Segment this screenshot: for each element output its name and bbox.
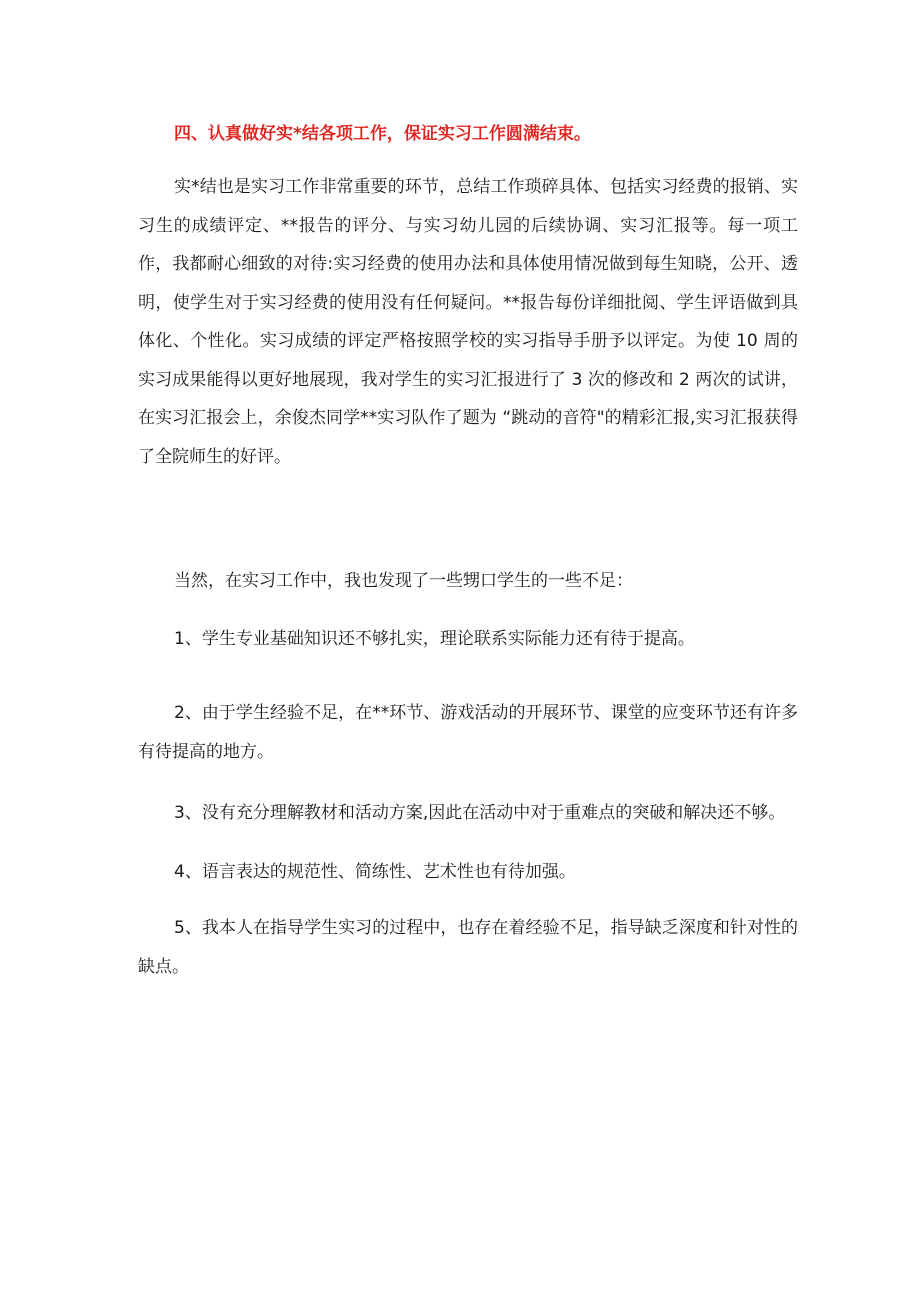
- shortcoming-item-2: 2、由于学生经验不足，在**环节、游戏活动的开展环节、课堂的应变环节还有许多有待提高的地方。: [138, 703, 798, 762]
- shortcoming-item-5: 5、我本人在指导学生实习的过程中，也存在着经验不足，指导缺乏深度和针对性的缺点。: [138, 918, 798, 977]
- shortcoming-item-3: 3、没有充分理解教材和活动方案,因此在活动中对于重难点的突破和解决还不够。: [174, 803, 786, 823]
- summary-paragraph: 实*结也是实习工作非常重要的环节，总结工作琐碎具体、包括实习经费的报销、实习生的成绩评定、**报告的评分、与实习幼儿园的后续协调、实习汇报等。每一项工作，我都耐心细致的对待:实习经费的使用办法和具体使用情况做到每生知晓，公开、透明，使学生对于实习经费的使用没有任何疑问。**报告每份详细批阅、学生评语做到具体化、个性化。实习成绩的评定严格按照学校的实习指导手册予以评定。为使 10 周的实习成果能得以更好地展现，我对学生的实习汇报进行了 3 次的修改和 2 两次的试讲，在实习汇报会上，余俊杰同学**实习队作了题为 “跳动的音符"的精彩汇报,实习汇报获得了全院师生的好评。: [138, 177, 798, 467]
- shortcomings-intro-paragraph: 当然，在实习工作中，我也发现了一些甥口学生的一些不足：: [174, 571, 633, 591]
- section-heading: 四、认真做好实*结各项工作，保证实习工作圆满结束。: [174, 124, 591, 144]
- shortcoming-item-1: 1、学生专业基础知识还不够扎实，理论联系实际能力还有待于提高。: [174, 629, 695, 649]
- shortcoming-item-4: 4、语言表达的规范性、简练性、艺术性也有待加强。: [174, 862, 576, 882]
